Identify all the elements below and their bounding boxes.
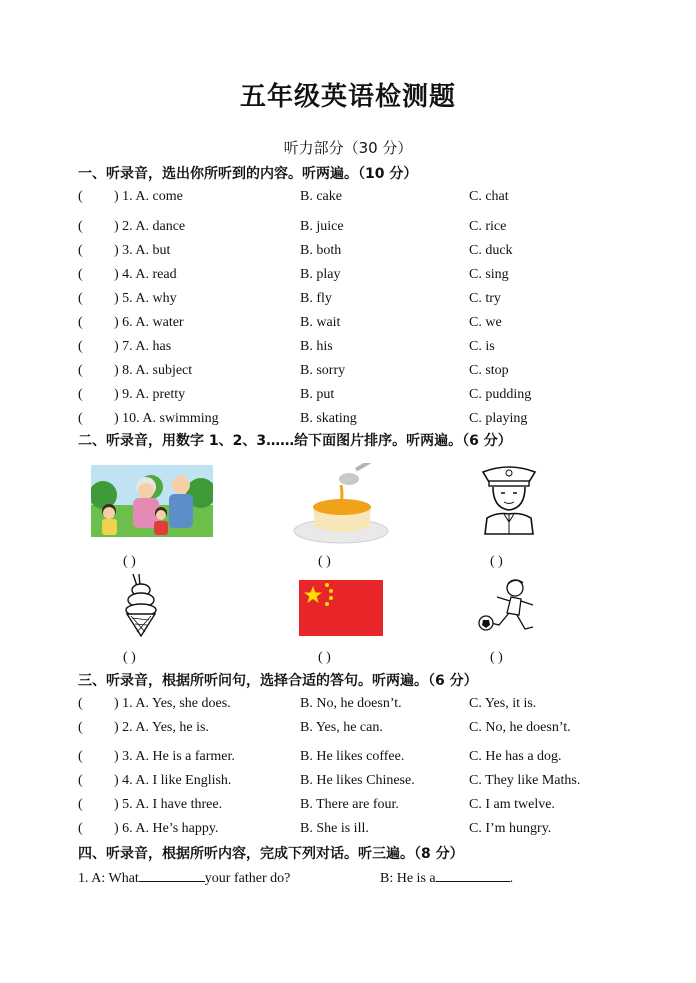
answer-paren-open[interactable]: (: [78, 291, 83, 306]
question-option-c: C. He has a dog.: [469, 749, 562, 764]
question-option-b: B. put: [300, 387, 335, 402]
question-option-a: ) 1. A. Yes, she does.: [114, 696, 231, 711]
pudding-picture: [291, 463, 391, 545]
question-option-b: B. juice: [300, 219, 344, 234]
question-option-a: ) 8. A. subject: [114, 363, 193, 378]
question-option-b: B. Yes, he can.: [300, 720, 383, 735]
dialogue-1-a-suffix: your father do?: [204, 871, 291, 886]
answer-paren-open[interactable]: (: [78, 720, 83, 735]
answer-paren-open[interactable]: (: [78, 339, 83, 354]
dialogue-1-b-prefix: B: He is a: [380, 871, 436, 886]
question-option-c: C. Yes, it is.: [469, 696, 537, 711]
blank-1[interactable]: [139, 869, 205, 882]
question-option-b: B. fly: [300, 291, 332, 306]
answer-paren-open[interactable]: (: [78, 797, 83, 812]
question-option-a: ) 9. A. pretty: [114, 387, 186, 402]
answer-paren-open[interactable]: (: [78, 267, 83, 282]
answer-paren-open[interactable]: (: [78, 219, 83, 234]
question-option-a: ) 2. A. dance: [114, 219, 186, 234]
question-option-b: B. He likes Chinese.: [300, 773, 415, 788]
answer-paren-open[interactable]: (: [78, 773, 83, 788]
question-option-c: C. duck: [469, 243, 513, 258]
question-option-b: B. cake: [300, 189, 342, 204]
question-option-a: ) 4. A. read: [114, 267, 177, 282]
question-option-b: B. She is ill.: [300, 821, 369, 836]
question-option-c: C. I’m hungry.: [469, 821, 552, 836]
dialogue-1-b-suffix: .: [509, 871, 514, 886]
question-option-a: ) 7. A. has: [114, 339, 172, 354]
answer-paren-open[interactable]: (: [78, 749, 83, 764]
section2-heading: 二、听录音，用数字 1、2、3……给下面图片排序。听两遍。（6 分）: [78, 433, 512, 449]
question-option-b: B. No, he doesn’t.: [300, 696, 402, 711]
question-option-a: ) 5. A. I have three.: [114, 797, 223, 812]
question-option-b: B. wait: [300, 315, 341, 330]
question-option-c: C. pudding: [469, 387, 532, 402]
question-option-b: B. both: [300, 243, 342, 258]
question-option-c: C. is: [469, 339, 495, 354]
answer-bracket-2[interactable]: ( ): [318, 554, 331, 569]
question-option-c: C. rice: [469, 219, 507, 234]
policeman-picture: [479, 462, 539, 537]
question-option-b: B. his: [300, 339, 333, 354]
question-option-c: C. They like Maths.: [469, 773, 581, 788]
question-option-a: ) 6. A. water: [114, 315, 184, 330]
question-option-a: ) 1. A. come: [114, 189, 183, 204]
answer-bracket-3[interactable]: ( ): [490, 554, 503, 569]
question-option-c: C. sing: [469, 267, 509, 282]
question-option-a: ) 6. A. He’s happy.: [114, 821, 219, 836]
dialogue-1-a-prefix: 1. A: What: [78, 871, 139, 886]
answer-paren-open[interactable]: (: [78, 821, 83, 836]
answer-paren-open[interactable]: (: [78, 363, 83, 378]
dialogue-1-b: [380, 869, 513, 887]
question-option-b: B. He likes coffee.: [300, 749, 405, 764]
answer-bracket-6[interactable]: ( ): [490, 650, 503, 665]
question-option-a: ) 10. A. swimming: [114, 411, 219, 426]
question-option-b: B. skating: [300, 411, 357, 426]
question-option-a: ) 4. A. I like English.: [114, 773, 232, 788]
listening-subtitle: 听力部分（30 分）: [283, 139, 413, 157]
answer-bracket-5[interactable]: ( ): [318, 650, 331, 665]
family-picture: [91, 465, 213, 537]
question-option-c: C. try: [469, 291, 501, 306]
question-option-b: B. There are four.: [300, 797, 399, 812]
ice-cream-picture: [123, 572, 159, 638]
question-option-c: C. chat: [469, 189, 509, 204]
answer-paren-open[interactable]: (: [78, 243, 83, 258]
question-option-c: C. stop: [469, 363, 509, 378]
answer-bracket-1[interactable]: ( ): [123, 554, 136, 569]
dialogue-1-a: [78, 869, 290, 887]
answer-paren-open[interactable]: (: [78, 189, 83, 204]
question-option-a: ) 3. A. but: [114, 243, 171, 258]
answer-paren-open[interactable]: (: [78, 387, 83, 402]
question-option-c: C. playing: [469, 411, 528, 426]
question-option-b: B. play: [300, 267, 341, 282]
question-option-c: C. I am twelve.: [469, 797, 555, 812]
answer-paren-open[interactable]: (: [78, 696, 83, 711]
question-option-a: ) 5. A. why: [114, 291, 177, 306]
boy-football-picture: [477, 575, 543, 637]
section4-heading: 四、听录音，根据所听内容，完成下列对话。听三遍。（8 分）: [78, 846, 464, 862]
question-option-c: C. No, he doesn’t.: [469, 720, 571, 735]
question-option-a: ) 2. A. Yes, he is.: [114, 720, 209, 735]
answer-paren-open[interactable]: (: [78, 315, 83, 330]
section3-heading: 三、听录音，根据所听问句，选择合适的答句。听两遍。（6 分）: [78, 673, 478, 689]
answer-paren-open[interactable]: (: [78, 411, 83, 426]
page-title: 五年级英语检测题: [239, 82, 456, 112]
question-option-a: ) 3. A. He is a farmer.: [114, 749, 235, 764]
blank-2[interactable]: [436, 869, 510, 882]
china-flag-picture: [299, 580, 383, 636]
section1-heading: 一、听录音，选出你所听到的内容。听两遍。（10 分）: [78, 166, 418, 182]
question-option-b: B. sorry: [300, 363, 346, 378]
answer-bracket-4[interactable]: ( ): [123, 650, 136, 665]
question-option-c: C. we: [469, 315, 502, 330]
